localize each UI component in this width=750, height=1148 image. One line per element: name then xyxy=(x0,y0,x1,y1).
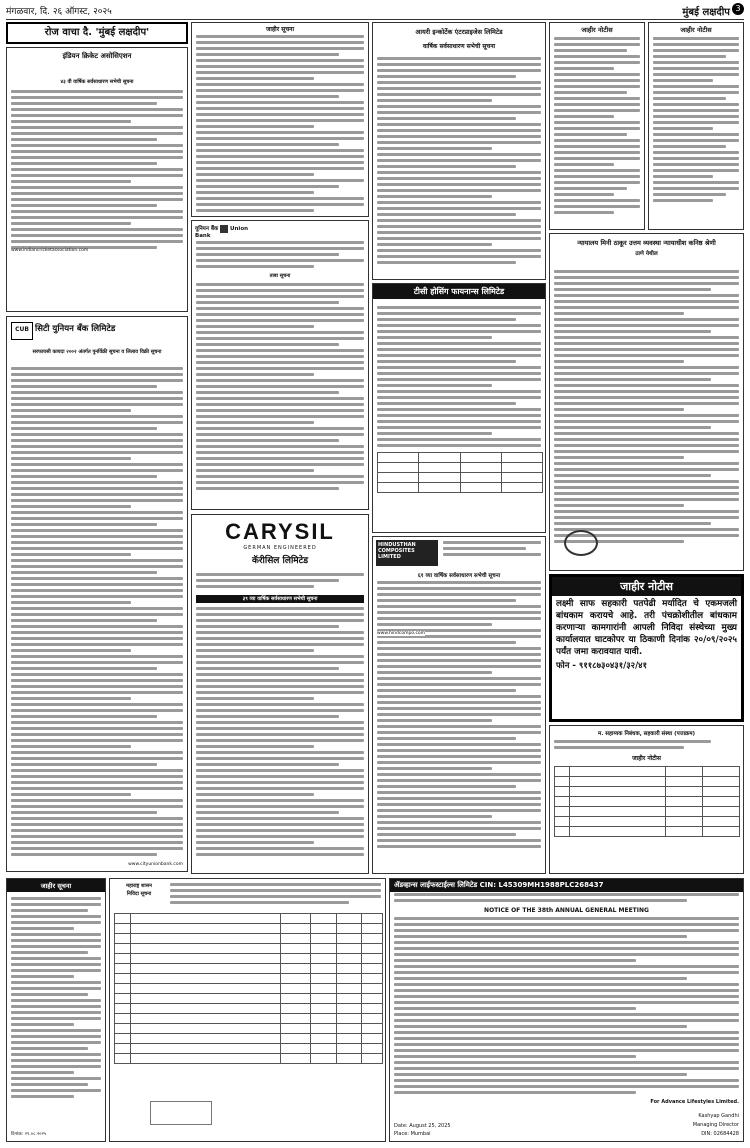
ad-title: जाहीर सूचना xyxy=(265,26,295,33)
header-text xyxy=(443,541,541,559)
cub-logo-text: CUB xyxy=(15,326,29,333)
union-bank-logo xyxy=(195,224,263,238)
masthead-rule xyxy=(6,19,744,20)
ad-jahir-notice-c xyxy=(549,574,744,722)
ad-website: www.cityunionbank.com xyxy=(128,862,183,867)
court-seal xyxy=(564,530,598,556)
tagline-banner xyxy=(6,22,188,44)
tagline-text: रोज वाचा दै. 'मुंबई लक्षदीप' xyxy=(44,27,150,38)
notice-body: लक्ष्मी साफ सहकारी पतपेढी मर्यादित चे एकमजली बांधकाम करायचे आहे. तरी पंचक्रोशीतील बांधकाम करणाऱ्या कामगारांनी आपली निविदा संस्थेच्या मुख्य कार्यालयात घाटकोपर या ठिकाणी दिनांक २०/०९/२०२५ पर्यंत जमा करावयात यावी. xyxy=(556,599,737,657)
ad-carysil xyxy=(191,514,369,874)
ad-court: ठाणे येथील xyxy=(635,251,658,257)
ad-subtitle: जाहीर नोटीस xyxy=(632,755,661,762)
notice-phone: फोन - ९११८७३०४३१/३२/४१ xyxy=(556,661,648,671)
ad-tcs xyxy=(372,283,546,533)
signature-stamp xyxy=(150,1101,212,1125)
ad-title: टीसी होसिंग फायनान्स लिमिटेड xyxy=(373,284,545,299)
ad-title: जाहीर नोटीस xyxy=(552,577,741,596)
body-text xyxy=(653,37,739,205)
body-text xyxy=(554,270,739,546)
bank-logo-mark xyxy=(220,225,228,233)
page-number: 3 xyxy=(732,3,744,15)
ad-subtitle: निविदा सूचना xyxy=(126,891,152,897)
ad-title: जाहीर नोटीस xyxy=(581,26,613,34)
agm-notice-title: NOTICE OF THE 38th ANNUAL GENERAL MEETING xyxy=(484,907,649,914)
ad-footer: दिनांक: २१.०८.२०२५ xyxy=(11,1132,47,1137)
body-text xyxy=(196,35,364,215)
ad-jahir-notice-b xyxy=(648,22,744,230)
carysil-subtitle: ३९ व्या वार्षिक सर्वसाधारण सभेची सूचना xyxy=(196,595,364,603)
ad-subtitle: ताबा सूचना xyxy=(269,273,291,279)
body-text xyxy=(196,241,364,271)
ad-title: म. सहाय्यक निबंधक, सहकारी संस्था (पत्ताक्रम) xyxy=(597,731,696,737)
sahakar-table xyxy=(554,766,740,837)
bank-name-en: Union Bank xyxy=(195,226,249,239)
ad-subtitle: ६१ व्या वार्षिक सर्वसाधारण सभेची सूचना xyxy=(417,573,501,579)
body-text xyxy=(11,367,183,859)
ad-title: जाहीर नोटीस xyxy=(680,26,712,34)
ad-website: www.indiancricketassociation.com xyxy=(11,248,89,253)
ad-subtitle: वार्षिक सर्वसाधारण सभेची सूचना xyxy=(422,43,496,50)
footer-for: For Advance Lifestyles Limited. xyxy=(650,1099,739,1105)
cub-logo xyxy=(11,322,33,340)
ad-title: महाराष्ट्र शासन xyxy=(126,883,152,889)
footer-date: Date: August 25, 2025 xyxy=(394,1123,451,1129)
ad-title: आयरी इन्कोर्टेक एंटरप्राइजेस लिमिटेड xyxy=(415,28,503,36)
carysil-name: कॅरीसिल लिमिटेड xyxy=(251,556,309,566)
ad-advance-lifestyles xyxy=(389,878,744,1142)
body-text xyxy=(377,306,541,450)
ad-title: इंडियन क्रिकेट असोसिएशन xyxy=(62,52,132,60)
ad-bottom-left xyxy=(6,878,106,1142)
body-text xyxy=(377,581,541,851)
ad-hindusthan xyxy=(372,536,546,874)
ad-title: जाहीर सूचना xyxy=(7,879,105,892)
body-text-2 xyxy=(196,607,364,859)
carysil-brand: CARYSIL xyxy=(225,519,335,544)
body-text xyxy=(554,37,640,217)
body-text xyxy=(394,917,739,1097)
ad-nyayalay xyxy=(549,233,744,571)
paper-name: मुंबई लक्षदीप xyxy=(682,7,730,18)
body-text xyxy=(11,897,101,1101)
ad-ire xyxy=(372,22,546,280)
ad-subtitle: सरफायसी कायदा २००२ अंतर्गत पुनर्विक्री सूचना व लिलाव विक्री सूचना xyxy=(32,349,162,355)
masthead xyxy=(6,4,744,18)
body-text xyxy=(377,57,541,267)
ad-sahakar xyxy=(549,725,744,874)
issue-date: मंगळवार, दि. २६ ऑगस्ट, २०२५ xyxy=(6,7,112,17)
ad-indian-cricket xyxy=(6,47,188,312)
body-text xyxy=(170,883,381,907)
carysil-tag: GERMAN ENGINEERED xyxy=(243,545,317,551)
ad-title: सिटी युनियन बँक लिमिटेड xyxy=(35,324,116,334)
ad-city-union-bank xyxy=(6,316,188,872)
footer-role: Managing Director xyxy=(692,1122,739,1128)
bank-name-hi: यूनियन बैंक xyxy=(195,226,219,232)
header-text xyxy=(554,740,739,752)
footer-sign: Kashyap Gandhi xyxy=(698,1113,739,1119)
hindusthan-logo xyxy=(376,540,438,566)
body-text xyxy=(196,573,364,591)
ad-subtitle: ४३ वी वार्षिक सर्वसाधारण सभेची सूचना xyxy=(60,79,134,85)
ad-title: न्यायालय मिनी ठाकूर उत्तम व्यवस्था न्यायाधीश कनिष्ठ श्रेणी xyxy=(577,239,716,247)
ad-jahir-notice-a xyxy=(549,22,645,230)
ad-jahir-suchana-top xyxy=(191,22,369,217)
body-text-2 xyxy=(196,283,364,493)
ad-bottom-middle xyxy=(109,878,386,1142)
hindusthan-logo-text: HINDUSTHAN COMPOSITES LIMITED xyxy=(378,542,416,560)
address-text xyxy=(394,893,739,905)
ad-website: www.hindcompo.com xyxy=(377,631,426,636)
footer-din: DIN: 02684428 xyxy=(701,1131,739,1137)
footer-place: Place: Mumbai xyxy=(394,1131,431,1137)
ad-union-bank xyxy=(191,220,369,510)
tender-table xyxy=(114,913,383,1064)
tcs-table xyxy=(377,452,543,493)
ad-title: ॲडव्हान्स लाईफस्टाईल्स लिमिटेड CIN: L45309MH1988PLC268437 xyxy=(390,879,743,892)
body-text xyxy=(11,90,183,252)
